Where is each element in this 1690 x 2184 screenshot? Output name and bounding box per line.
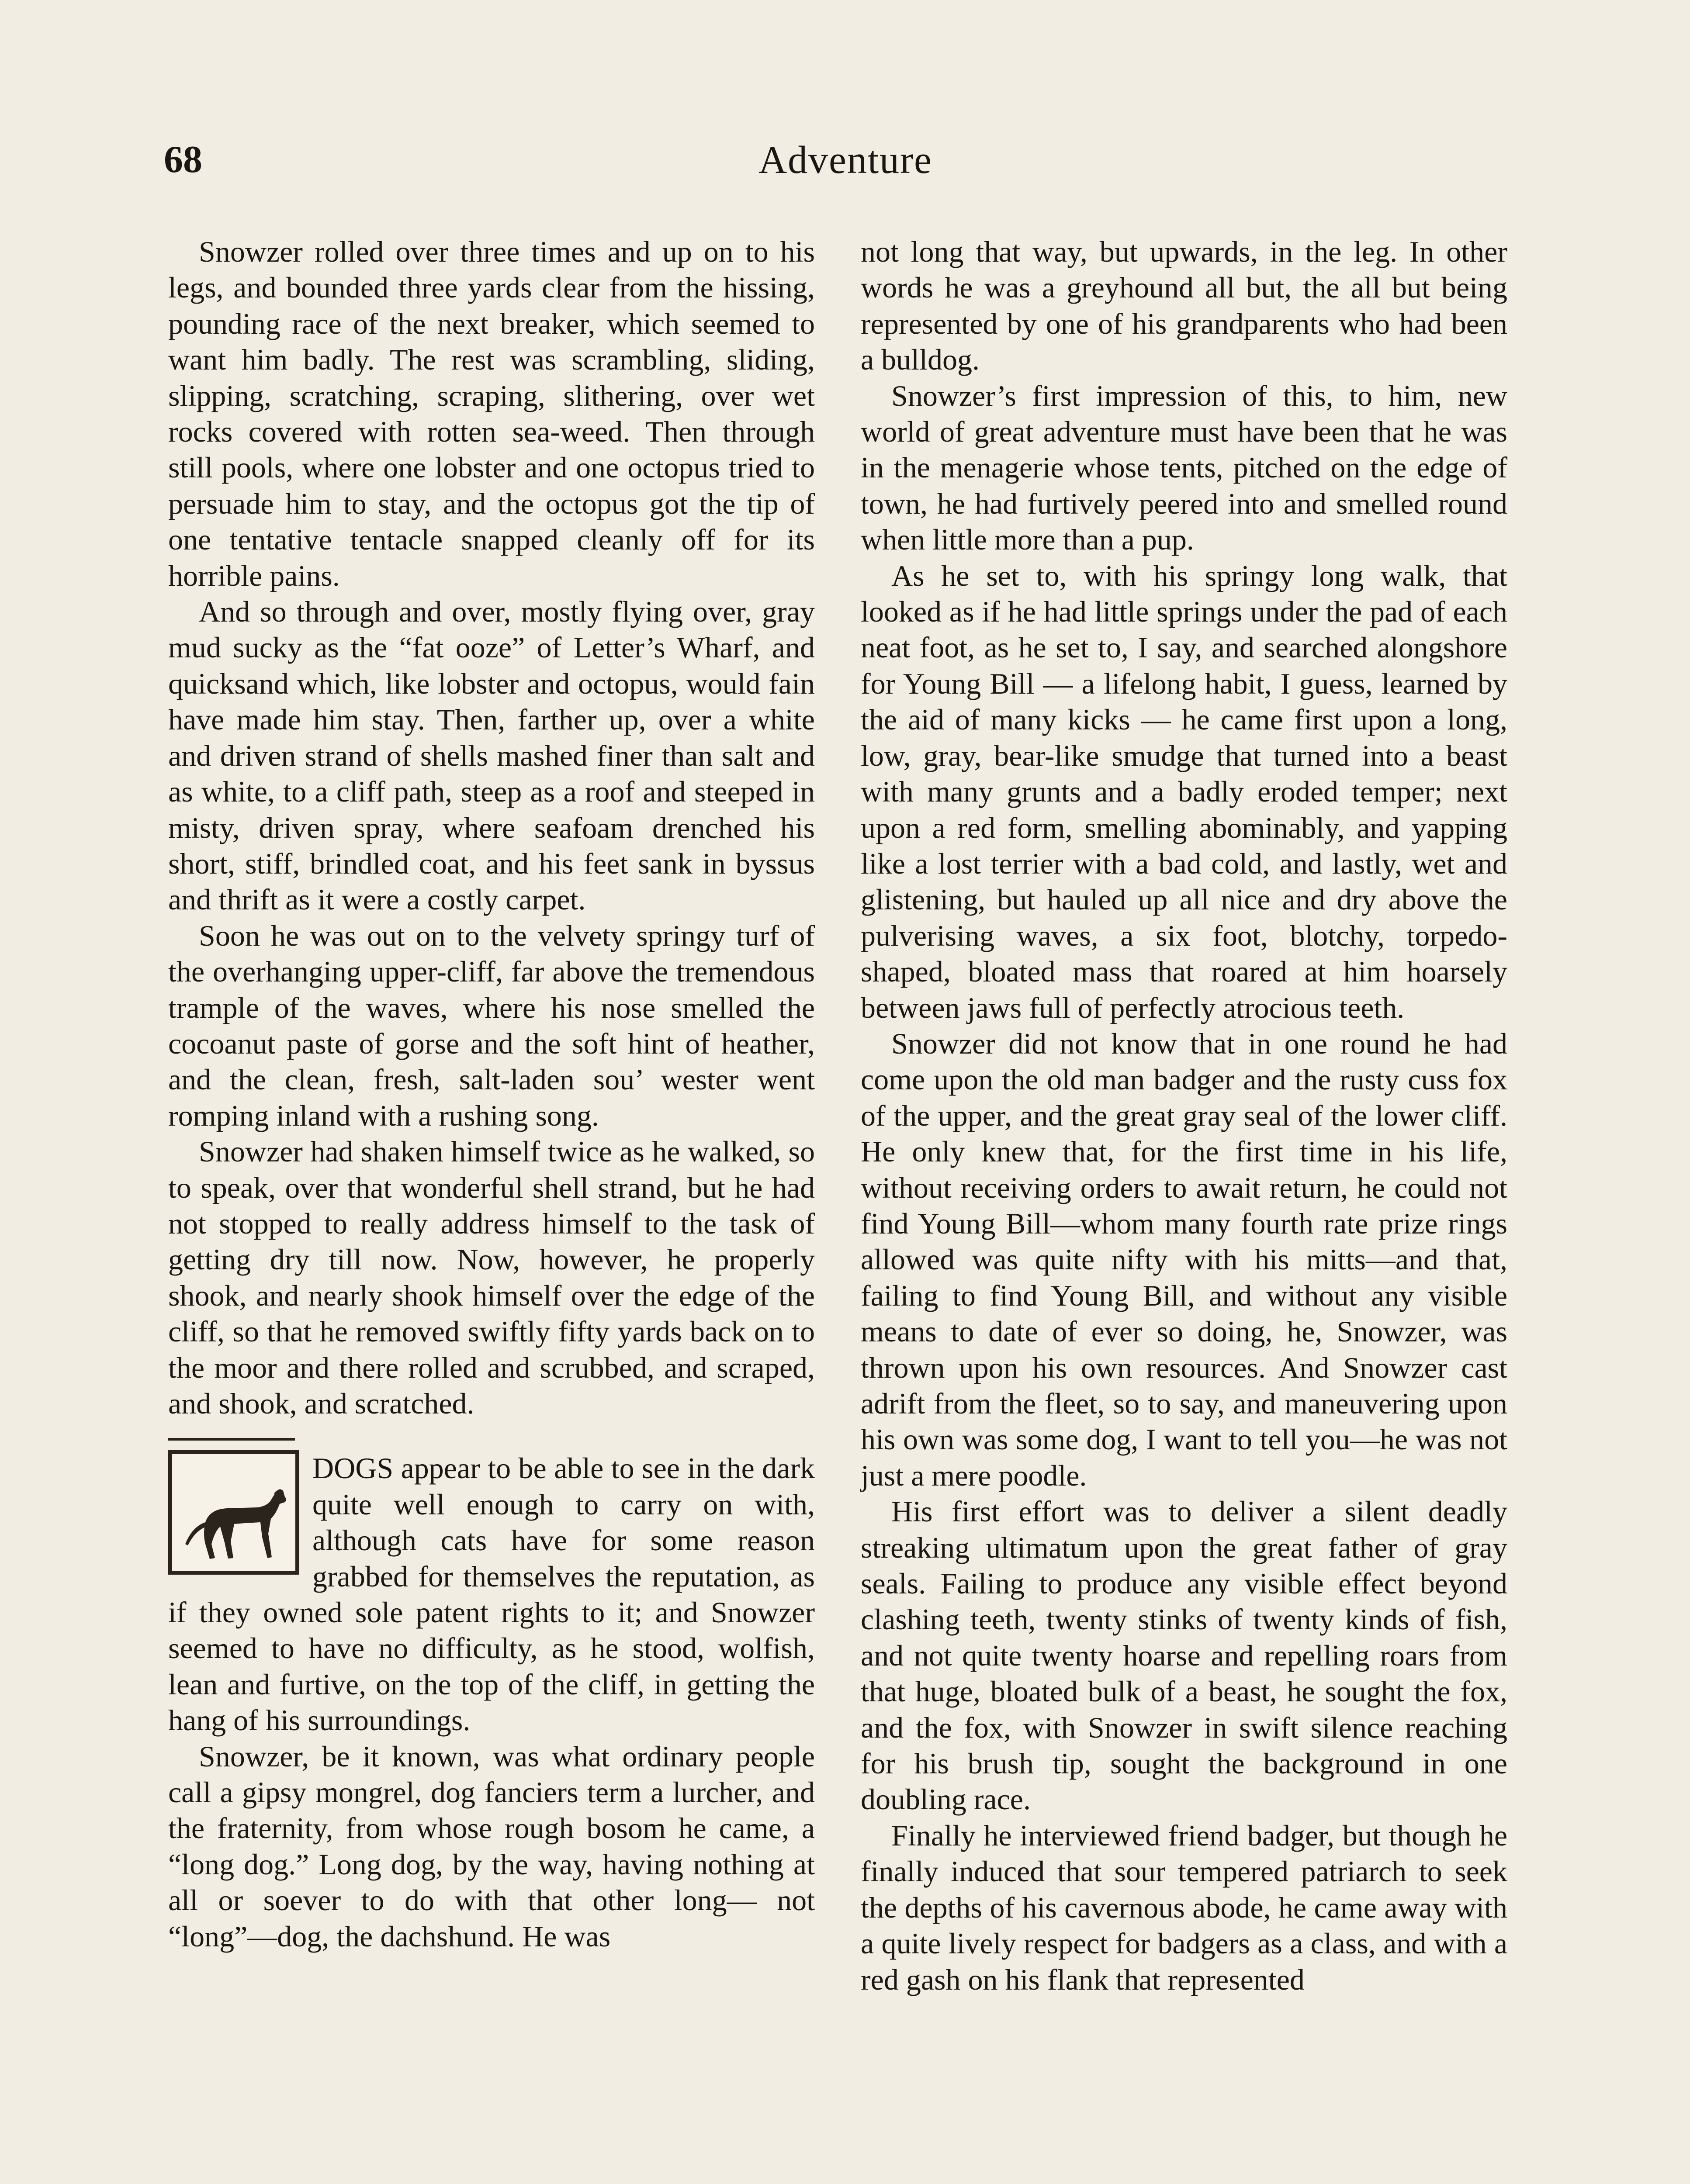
- dog-illustration-icon: [168, 1450, 299, 1575]
- paragraph: Snowzer did not know that in one round he had come upon the old man badger and the rusty cuss fox of the upper, and the great gray seal of the lower cliff. He only knew that, for the first time in his life, without receiving orders to await return, he could not find Young Bill—whom many fourth rate prize rings allowed was quite nifty with his mitts—and that, failing to find Young Bill, and without any visible means to date of ever so doing, he, Snowzer, was thrown upon his own resources. And Snowzer cast adrift from the fleet, so to say, and maneuvering upon his own was some dog, I want to tell you—he was not just a mere poodle.: [861, 1026, 1507, 1492]
- paragraph: Finally he interviewed friend badger, but though he finally induced that sour tempered patriarch to seek the depths of his cavernous abode, he came away with a quite lively respect for badgers as a class, and with a red gash on his flank that represented: [861, 1818, 1507, 1996]
- paragraph: Snowzer, be it known, was what ordinary people call a gipsy mongrel, dog fanciers term a lurcher, and the fraternity, from whose rough bosom he came, a “long dog.” Long dog, by the way, having nothing at all or soever to do with that other long— not “long”—dog, the dachshund. He was: [168, 1739, 815, 1953]
- paragraph: Snowzer rolled over three times and up on to his legs, and bounded three yards clear from the hissing, pounding race of the next breaker, which seemed to want him badly. The rest was scrambling, sliding, slipping, scratching, scraping, slithering, over wet rocks covered with rotten sea-weed. Then through still pools, where one lobster and one octopus tried to persuade him to stay, and the octopus got the tip of one tentative tentacle snapped cleanly off for its horrible pains.: [168, 235, 815, 592]
- page-header: [164, 138, 1527, 199]
- page-number: 68: [164, 138, 202, 181]
- section-divider: [168, 1438, 295, 1441]
- running-title: Adventure: [758, 138, 932, 182]
- paragraph: His first effort was to deliver a silent deadly streaking ultimatum upon the great father of gray seals. Failing to produce any visible effect beyond clashing teeth, twenty stinks of twenty kinds of fish, and not quite twenty hoarse and repelling roars from that huge, bloated bulk of a beast, he sought the fox, and the fox, with Snowzer in swift silence reaching for his brush tip, sought the background in one doubling race.: [861, 1495, 1507, 1816]
- paragraph: And so through and over, mostly flying over, gray mud sucky as the “fat ooze” of Letter’s Wharf, and quicksand which, like lobster and octopus, would fain have made him stay. Then, farther up, over a white and driven strand of shells mashed finer than salt and as white, to a cliff path, steep as a roof and steeped in misty, driven spray, where seafoam drenched his short, stiff, brindled coat, and his feet sank in byssus and thrift as it were a costly carpet.: [168, 595, 815, 916]
- dropcap-paragraph: DOGS appear to be able to see in the dark quite well enough to carry on with, although cats have for some reason grabbed for themselves the reputation, as if they owned sole patent rights to it; and Snowzer seemed to have no difficulty, as he stood, wolfish, lean and furtive, on the top of the cliff, in getting the hang of his surroundings.: [168, 1451, 815, 1737]
- right-column: [861, 234, 1507, 1997]
- dog-illustration-icon: [175, 1457, 293, 1568]
- paragraph: As he set to, with his springy long walk, that looked as if he had little springs under the pad of each neat foot, as he set to, I say, and searched alongshore for Young Bill — a lifelong habit, I guess, learned by the aid of many kicks — he came first upon a long, low, gray, bear-like smudge that turned into a beast with many grunts and a badly eroded temper; next upon a red form, smelling abominably, and yapping like a lost terrier with a bad cold, and lastly, wet and glistening, but hauled up all nice and dry above the pulverising waves, a six foot, blotchy, torpedo-shaped, bloated mass that roared at him hoarsely between jaws full of perfectly atrocious teeth.: [861, 559, 1507, 1024]
- paragraph: Snowzer’s first impression of this, to him, new world of great adventure must have been that he was in the menagerie whose tents, pitched on the edge of town, he had furtively peered into and smelled round when little more than a pup.: [861, 379, 1507, 556]
- paragraph: Snowzer had shaken himself twice as he walked, so to speak, over that wonderful shell strand, but he had not stopped to really address himself to the task of getting dry till now. Now, however, he properly shook, and nearly shook himself over the edge of the cliff, so that he removed swiftly fifty yards back on to the moor and there rolled and scrubbed, and scraped, and shook, and scratched.: [168, 1135, 815, 1420]
- paragraph: Soon he was out on to the velvety springy turf of the overhanging upper-cliff, far above the tremendous trample of the waves, where his nose smelled the cocoanut paste of gorse and the soft hint of heather, and the clean, fresh, salt-laden sou’ wester went romping inland with a rushing song.: [168, 919, 815, 1132]
- left-column: [168, 234, 815, 1954]
- continued-paragraph: not long that way, but upwards, in the leg. In other words he was a greyhound all but, the all but being represented by one of his grandparents who had been a bulldog.: [861, 235, 1507, 377]
